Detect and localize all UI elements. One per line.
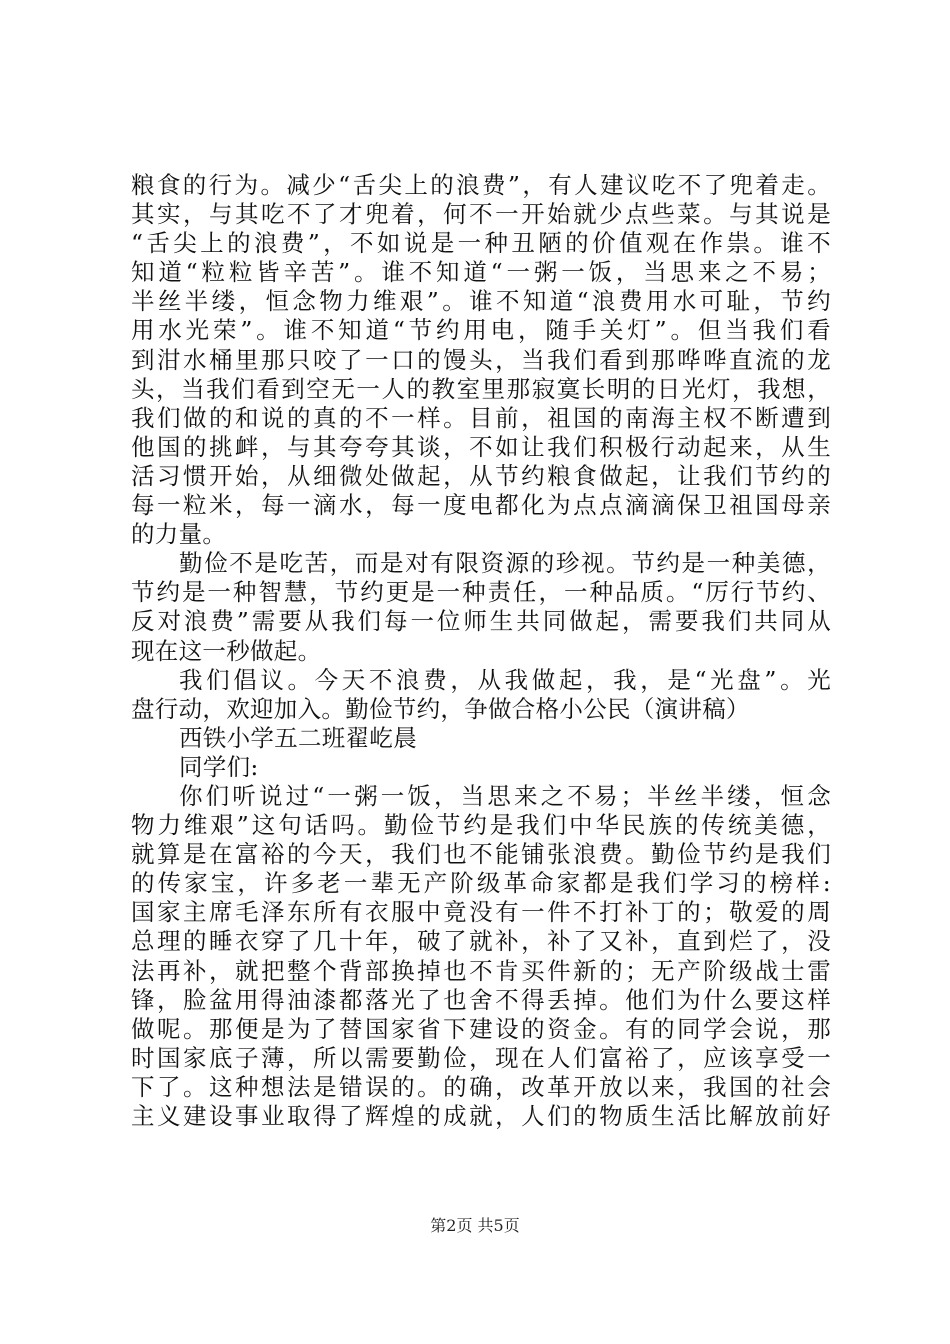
text-line: 其实，与其吃不了才兜着，何不一开始就少点些菜。与其说是 (131, 200, 831, 229)
text-line: 现在这一秒做起。 (131, 636, 322, 665)
text-line: 用水光荣”。谁不知道“节约用电，随手关灯”。但当我们看 (131, 316, 831, 345)
text-line: 粮食的行为。减少“舌尖上的浪费”，有人建议吃不了兜着走。 (131, 171, 831, 199)
text-line: 时国家底子薄，所以需要勤俭，现在人们富裕了，应该享受一 (131, 1043, 831, 1072)
text-line: 盘行动，欢迎加入。勤俭节约，争做合格小公民（演讲稿） (131, 694, 750, 723)
text-line: 知道“粒粒皆辛苦”。谁不知道“一粥一饭，当思来之不易； (131, 258, 831, 287)
text-line: 法再补，就把整个背部换掉也不肯买件新的；无产阶级战士雷 (131, 956, 831, 985)
text-line: 的传家宝，许多老一辈无产阶级革命家都是我们学习的榜样: (131, 869, 831, 898)
text-line: 每一粒米，每一滴水，每一度电都化为点点滴滴保卫祖国母亲 (131, 491, 831, 520)
body-text (131, 171, 831, 1131)
text-line: 做呢。那便是为了替国家省下建设的资金。有的同学会说，那 (131, 1014, 831, 1043)
text-line: 主义建设事业取得了辉煌的成就，人们的物质生活比解放前好 (131, 1102, 831, 1130)
text-line: 你们听说过“一粥一饭，当思来之不易；半丝半缕，恒念 (179, 781, 831, 810)
text-line: 勤俭不是吃苦，而是对有限资源的珍视。节约是一种美德， (179, 549, 831, 578)
text-line: 下了。这种想法是错误的。的确，改革开放以来，我国的社会 (131, 1072, 831, 1101)
text-line: 总理的睡衣穿了几十年，破了就补，补了又补，直到烂了，没 (131, 927, 831, 956)
text-line: 到泔水桶里那只咬了一口的馒头，当我们看到那哗哗直流的龙 (131, 345, 831, 374)
text-line: 锋，脸盆用得油漆都落光了也舍不得丢掉。他们为什么要这样 (131, 985, 831, 1014)
text-line: 的力量。 (131, 520, 227, 549)
text-line: 半丝半缕，恒念物力维艰”。谁不知道“浪费用水可耻，节约 (131, 287, 831, 316)
text-line: 国家主席毛泽东所有衣服中竟没有一件不打补丁的；敬爱的周 (131, 898, 831, 927)
text-line: 我们倡议。今天不浪费，从我做起，我，是“光盘”。光 (179, 665, 831, 694)
text-line: 就算是在富裕的今天，我们也不能铺张浪费。勤俭节约是我们 (131, 840, 831, 869)
page-footer: 第2页 共5页 (430, 1216, 520, 1235)
text-line: 节约是一种智慧，节约更是一种责任，一种品质。“厉行节约、 (131, 578, 831, 607)
text-line: 西铁小学五二班翟屹晨 (179, 723, 417, 752)
text-line: 活习惯开始，从细微处做起，从节约粮食做起，让我们节约的 (131, 461, 831, 490)
text-line: 头，当我们看到空无一人的教室里那寂寞长明的日光灯，我想， (131, 374, 831, 403)
text-line: 同学们: (179, 752, 259, 781)
text-line: 反对浪费”需要从我们每一位师生共同做起，需要我们共同从 (131, 607, 831, 636)
text-line: “舌尖上的浪费”，不如说是一种丑陋的价值观在作祟。谁不 (131, 229, 831, 258)
text-line: 我们做的和说的真的不一样。目前，祖国的南海主权不断遭到 (131, 403, 831, 432)
text-line: 他国的挑衅，与其夸夸其谈，不如让我们积极行动起来，从生 (131, 432, 831, 461)
text-line: 物力维艰”这句话吗。勤俭节约是我们中华民族的传统美德， (131, 811, 831, 840)
